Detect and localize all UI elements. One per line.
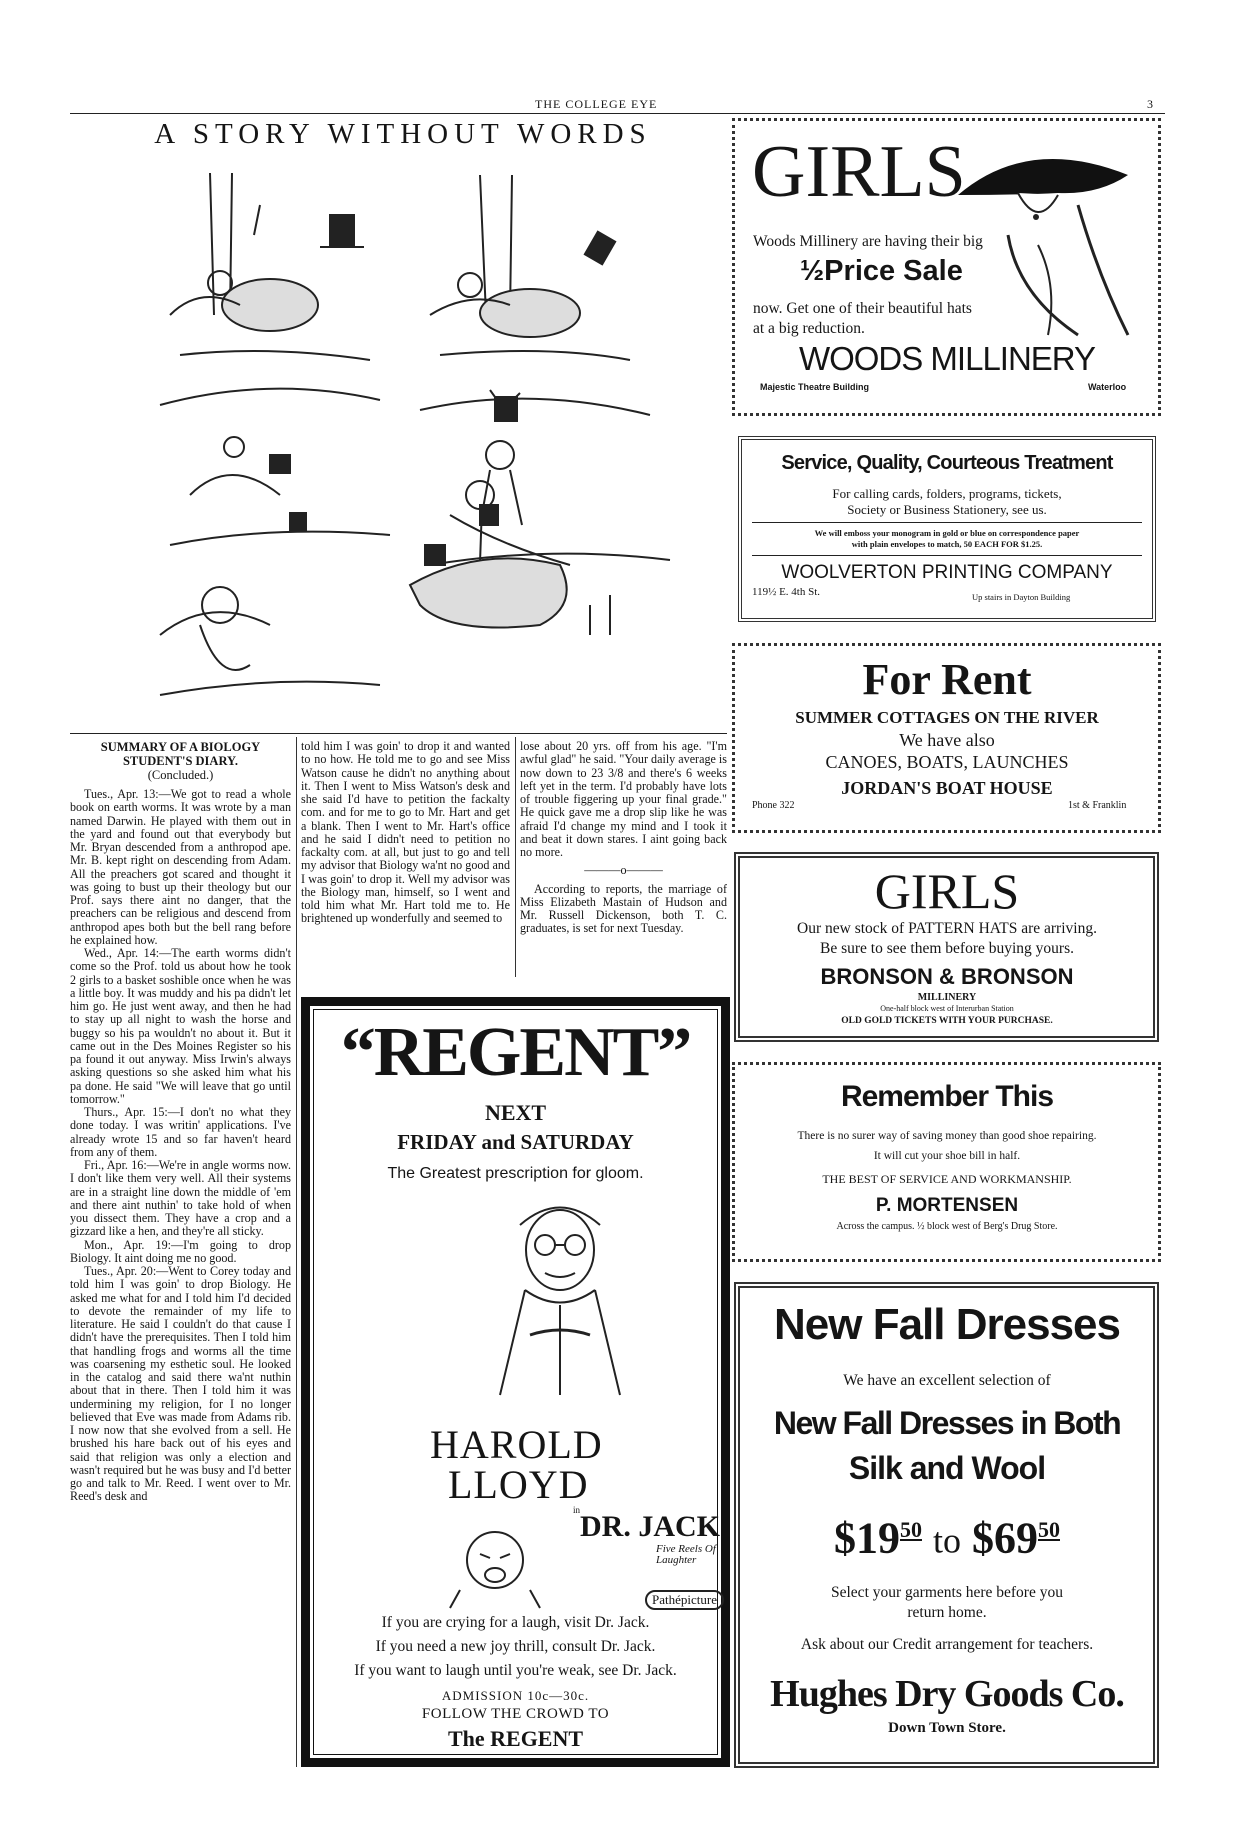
hughes-line-4: Select your garments here before you xyxy=(831,1584,1063,1601)
pathe-logo: Pathépicture xyxy=(645,1590,724,1610)
cartoon-panel-4 xyxy=(420,390,670,565)
column-rule xyxy=(515,737,516,977)
paper-title: THE COLLEGE EYE xyxy=(535,97,658,111)
hughes-price-range xyxy=(740,1500,1154,1571)
regent-tagline: The Greatest prescription for gloom. xyxy=(387,1165,644,1182)
jordan-line-1: SUMMER COTTAGES ON THE RIVER xyxy=(795,708,1099,727)
five-reels: Five Reels Of Laughter xyxy=(656,1543,716,1566)
jordan-name: JORDAN'S BOAT HOUSE xyxy=(841,778,1053,798)
bronson-tickets: OLD GOLD TICKETS WITH YOUR PURCHASE. xyxy=(841,1016,1053,1026)
woolverton-name: WOOLVERTON PRINTING COMPANY xyxy=(781,562,1113,583)
diary-entry: Fri., Apr. 16:—We're in angle worms now. I don't like them very well. All their systems are in a straight line down the middle of 'em and there aint nuthin' to take hold of when you dissect them. They have a crop and a gizzard like a hen, and they're all sticky. xyxy=(70,1158,291,1239)
diary-entry: Mon., Apr. 19:—I'm going to drop Biology. It aint doing me no good. xyxy=(70,1237,291,1265)
regent-next: NEXT xyxy=(484,1100,547,1125)
hughes-line-3: Silk and Wool xyxy=(848,1450,1046,1486)
mortensen-line-2: It will cut your shoe bill in half. xyxy=(873,1150,1021,1162)
cartoon-panel-3 xyxy=(160,389,390,545)
regent-theatre xyxy=(313,1726,718,1752)
jordan-line-2: We have also xyxy=(899,730,995,750)
regent-line-3: If you want to laugh until you're weak, see Dr. Jack. xyxy=(354,1662,677,1679)
regent-line-2: If you need a new joy thrill, consult Dr. Jack. xyxy=(375,1638,656,1655)
woolverton-address: 119½ E. 4th St. xyxy=(752,586,821,598)
harold-lloyd-portrait xyxy=(470,1195,650,1425)
woods-title: GIRLS xyxy=(752,131,966,213)
column-rule xyxy=(296,737,297,1767)
diary-entry: Tues., Apr. 20:—Went to Corey today and told him I was goin' to drop Biology. He asked me what for and I told him I'd decided to devote the remainder of my life to literature. He said I couldn't do that cause I didn't have the prerequisites. Then I told him that handling frogs and worms all the time was coarsening my esthetic soul. He looked in the catalog and said there wa'nt nuthin about that in there. Then I told him it was undermining my religion, for I no longer believed that Eve was made from Adams rib. I now now that she evolved from a sell. He brushed his hare back out of his eyes and said that religion was only a election and wasn't required but he was busy and I'd better go and talk to Mr. Reed. I went over to Mr. Reed's desk and xyxy=(70,1264,291,1504)
woolverton-emboss-1: We will emboss your monogram in gold or blue on correspondence paper xyxy=(814,528,1080,538)
mortensen-line-3: THE BEST OF SERVICE AND WORKMANSHIP. xyxy=(822,1172,1072,1186)
hughes-line-6: Ask about our Credit arrangement for teachers. xyxy=(800,1636,1094,1653)
cartoon-panel-2 xyxy=(430,175,630,360)
cartoon-strip xyxy=(150,165,710,725)
hughes-line-5: return home. xyxy=(907,1604,987,1621)
marriage-notice: According to reports, the marriage of Miss Elizabeth Mastain of Hudson and Mr. Russell Dickenson, both T. C. graduates, is set for next Tuesday. xyxy=(520,881,727,936)
regent-title: “REGENT” xyxy=(340,1014,691,1091)
woods-city: Waterloo xyxy=(1088,382,1127,392)
diary-column-2 xyxy=(301,740,510,985)
mortensen-address: Across the campus. ½ block west of Berg's Drug Store. xyxy=(836,1221,1058,1232)
woolverton-rule xyxy=(752,555,1142,556)
star-last-name: LLOYD xyxy=(448,1462,589,1507)
woolverton-emboss-2: with plain envelopes to match, 50 EACH FOR $1.25. xyxy=(851,539,1043,549)
story-rule xyxy=(70,733,727,734)
regent-theatre-text: The REGENT xyxy=(447,1726,584,1751)
regent-follow xyxy=(313,1706,718,1723)
regent-days: FRIDAY and SATURDAY xyxy=(397,1130,634,1154)
header-rule xyxy=(70,113,1165,114)
regent-admission: ADMISSION 10c—30c. xyxy=(441,1688,590,1703)
diary-column-1 xyxy=(70,740,291,1760)
hughes-name: Hughes Dry Goods Co. xyxy=(770,1673,1124,1715)
film-title: DR. JACK xyxy=(580,1510,720,1543)
regent-line-1: If you are crying for a laugh, visit Dr. Jack. xyxy=(381,1614,650,1631)
woolverton-rule xyxy=(752,522,1142,523)
bronson-address: One-half block west of Interurban Station xyxy=(880,1004,1014,1013)
hughes-store: Down Town Store. xyxy=(888,1720,1006,1736)
jordan-line-3: CANOES, BOATS, LAUNCHES xyxy=(825,752,1069,772)
price-low-cents: 50 xyxy=(899,1517,922,1542)
hughes-line-1: We have an excellent selection of xyxy=(843,1372,1051,1389)
story-title: A STORY WITHOUT WORDS xyxy=(154,118,652,150)
price-to: to xyxy=(932,1520,961,1561)
jordan-address: 1st & Franklin xyxy=(1068,800,1127,811)
diary-title: SUMMARY OF A BIOLOGY STUDENT'S DIARY. xyxy=(100,740,261,768)
price-high: $69 xyxy=(972,1513,1038,1563)
bronson-line-2: Be sure to see them before buying yours. xyxy=(820,940,1074,957)
cartoon-panel-6 xyxy=(410,481,610,635)
woods-address: Majestic Theatre Building xyxy=(760,382,870,392)
diary-column-3 xyxy=(520,740,727,985)
diary-entry: Wed., Apr. 14:—The earth worms didn't come so the Prof. told us about how he took 2 girls to a basket soshible once when he was a little boy. It was muddy and his pa didn't let him go. He just went away, and then he had to stay up all night to wash the horse and buggy so his pa wouldn't no about it. But it came out in the Des Moines Register so his pa found it out anyway. Miss Irwin's always asking questions so she asked him what his pa done. He said "We will leave that go until tomorrow." xyxy=(70,946,291,1106)
bronson-name: BRONSON & BRONSON xyxy=(820,964,1074,989)
star-first-name: HAROLD xyxy=(430,1422,603,1467)
mortensen-name: P. MORTENSEN xyxy=(875,1195,1019,1216)
jordan-phone: Phone 322 xyxy=(752,800,795,811)
bronson-title: GIRLS xyxy=(874,863,1020,919)
crying-face-illustration xyxy=(440,1520,550,1610)
woolverton-title: Service, Quality, Courteous Treatment xyxy=(781,452,1113,474)
divider: ———o——— xyxy=(584,863,663,878)
woolverton-line-1: For calling cards, folders, programs, tickets, xyxy=(832,486,1062,501)
woolverton-building: Up stairs in Dayton Building xyxy=(972,592,1071,602)
mortensen-title: Remember This xyxy=(840,1080,1054,1113)
woods-sale: ½Price Sale xyxy=(800,255,963,287)
diary-subtitle: (Concluded.) xyxy=(147,768,214,782)
page-number: 3 xyxy=(1147,97,1154,111)
mortensen-line-1: There is no surer way of saving money than good shoe repairing. xyxy=(797,1130,1097,1142)
hughes-title: New Fall Dresses xyxy=(774,1300,1120,1349)
woolverton-line-2: Society or Business Stationery, see us. xyxy=(847,502,1047,517)
woods-name: WOODS MILLINERY xyxy=(798,340,1096,377)
woods-line-3: at a big reduction. xyxy=(753,320,865,337)
jordan-title: For Rent xyxy=(862,655,1032,704)
woods-line-2: now. Get one of their beautiful hats xyxy=(753,300,972,317)
bronson-sub: MILLINERY xyxy=(917,992,977,1003)
bronson-line-1: Our new stock of PATTERN HATS are arriving. xyxy=(797,920,1097,937)
diary-conclusion: lose about 20 yrs. off from his age. "I'm awful glad" he said. "Your daily average is now down to 23 3/8 and there's 6 weeks left yet in the term. I'd probably have lots of trouble figgering up your final grade." He quick gave me a drop slip like he was afraid I'd change my mind and I took it and beat it down stares. I aint going back no more. xyxy=(520,740,727,859)
diary-entry: Tues., Apr. 13:—We got to read a whole book on earth worms. It was wrote by a man named Darwin. He played with them out in the yard and found out that everybody but Mr. Bryan descended from a anthropod ape. Mr. B. kept right on descending from Adam. All the preachers got scared and thought it was going to bust up their theology but our Prof. says there aint no danger, that the preachers can be religious and descend from anthropod apes both but the bell rang before he explained how. xyxy=(70,787,291,947)
diary-continued: told him I was goin' to drop it and wanted to no how. He told me to go and see Miss Watson cause he didn't no anything about it. Then I went to Miss Watson's desk and she said I'd have to petition the fackalty com. and for me to go to Mr. Hart and get a blank. Then I went to Mr. Hart's office and he said I didn't need to petition no fackalty com. at all, but just to go and tell my advisor that Biology wa'nt no good and I was goin' to drop it. Well my advisor was the Biology man, himself, so I went and told him what Mr. Hart told me to. He brightened up wonderfully and seemed to xyxy=(301,740,510,926)
diary-entry: Thurs., Apr. 15:—I don't no what they done today. I was writin' applications. I've already wrote 15 and so far haven't heard from any of them. xyxy=(70,1105,291,1159)
regent-follow-text: FOLLOW THE CROWD TO xyxy=(421,1706,610,1722)
hughes-line-2: New Fall Dresses in Both xyxy=(773,1405,1121,1441)
price-low: $19 xyxy=(833,1513,900,1563)
woods-line-1: Woods Millinery are having their big xyxy=(753,233,983,250)
cartoon-panel-1 xyxy=(170,173,370,360)
in-label: in xyxy=(573,1505,581,1515)
price-high-cents: 50 xyxy=(1038,1517,1060,1542)
